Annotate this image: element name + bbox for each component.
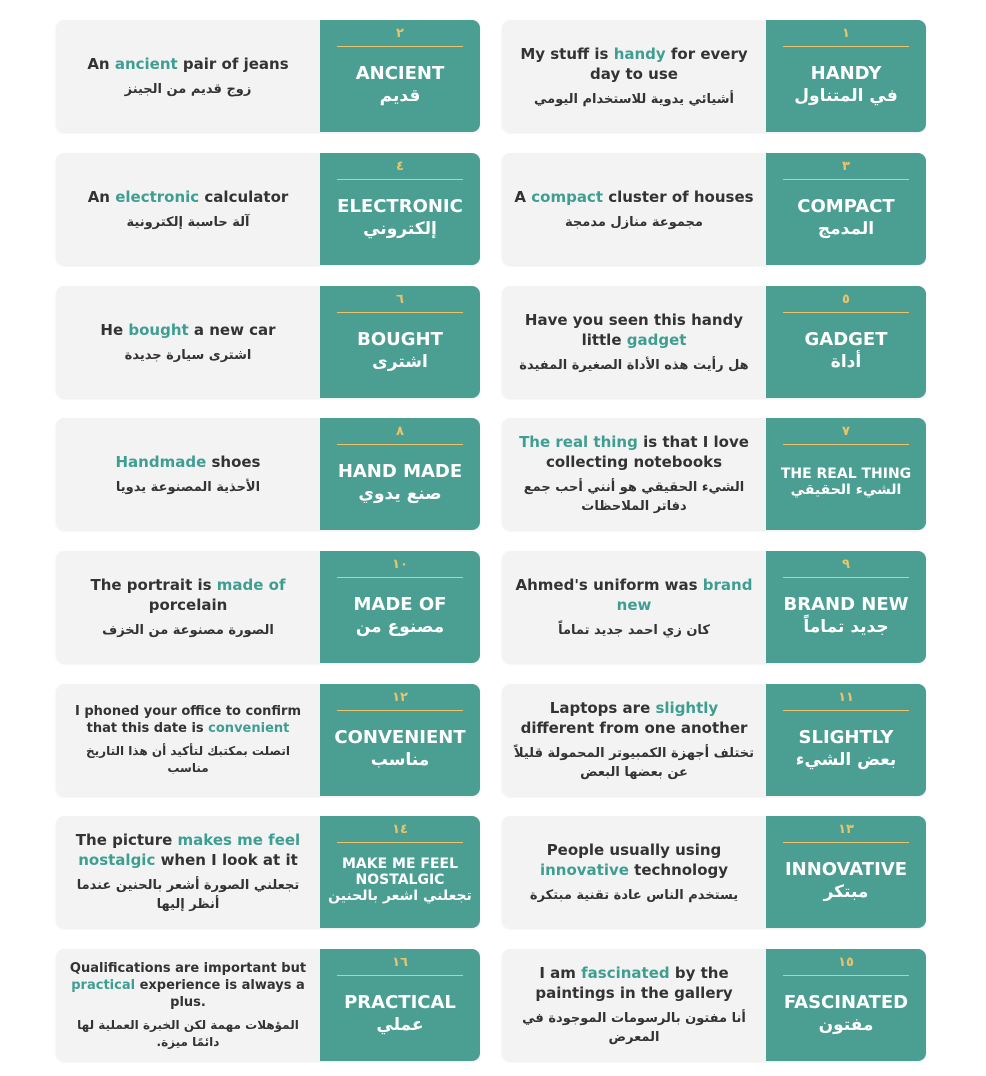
word-arabic: صنع يدوي xyxy=(358,483,442,504)
example-english xyxy=(66,830,310,870)
word-panel xyxy=(766,153,926,265)
word-panel xyxy=(320,551,480,663)
word-english: ELECTRONIC xyxy=(337,195,463,217)
example-panel xyxy=(56,20,320,132)
example-panel xyxy=(56,684,320,796)
vocab-card xyxy=(56,684,480,796)
example-highlight: slightly xyxy=(655,699,719,717)
vocab-card xyxy=(56,418,480,530)
example-english xyxy=(66,960,310,1011)
vocab-card xyxy=(56,20,480,132)
example-pre: The picture xyxy=(75,831,178,849)
card-number: ١١ xyxy=(838,690,854,705)
word-panel xyxy=(320,418,480,530)
example-panel xyxy=(502,816,766,928)
word-arabic: مناسب xyxy=(370,749,430,770)
vocab-card xyxy=(502,551,926,663)
example-pre: An xyxy=(87,54,115,73)
word-body xyxy=(338,445,462,530)
word-arabic: اشترى xyxy=(372,351,428,372)
word-english: BRAND NEW xyxy=(783,593,909,615)
example-post: technology xyxy=(628,860,729,879)
vocab-card xyxy=(502,684,926,796)
word-panel xyxy=(320,949,480,1061)
example-english xyxy=(87,54,288,74)
vocab-card xyxy=(56,949,480,1061)
example-arabic: زوج قديم من الجينز xyxy=(124,81,252,97)
example-arabic: الأحذية المصنوعة يدويا xyxy=(115,479,261,495)
word-arabic: إلكتروني xyxy=(363,218,437,239)
vocab-card xyxy=(502,949,926,1061)
card-number: ٨ xyxy=(396,424,404,439)
example-arabic: أنا مفتون بالرسومات الموجودة في المعرض xyxy=(522,1011,746,1045)
word-body xyxy=(794,47,897,132)
example-panel xyxy=(502,20,766,132)
word-body xyxy=(354,578,447,663)
example-pre: My stuff is xyxy=(520,44,614,63)
word-panel xyxy=(320,286,480,398)
vocab-card xyxy=(502,20,926,132)
example-post: calculator xyxy=(199,187,289,206)
example-pre: A xyxy=(514,187,532,206)
example-panel xyxy=(502,286,766,398)
word-english: HANDY xyxy=(810,62,882,84)
example-highlight: made of xyxy=(216,575,286,594)
example-highlight: handy xyxy=(613,44,666,63)
example-panel xyxy=(502,684,766,796)
example-arabic: المؤهلات مهمة لكن الخبرة العملية لها دائمًا ميزة. xyxy=(77,1017,299,1049)
example-arabic: اتصلت بمكتبك لتأكيد أن هذا التاريخ مناسب xyxy=(86,744,290,775)
card-number: ١٢ xyxy=(392,690,408,705)
word-arabic: مصنوع من xyxy=(355,616,445,637)
example-english xyxy=(100,320,275,340)
word-arabic: جديد تماماً xyxy=(803,616,889,637)
word-panel xyxy=(320,153,480,265)
example-highlight: electronic xyxy=(115,187,200,206)
example-english xyxy=(512,432,756,472)
example-pre: Laptops are xyxy=(549,699,656,717)
vocab-card xyxy=(502,153,926,265)
example-pre: I phoned your office to confirm that this date is xyxy=(75,704,301,736)
example-pre: Qualifications are important but xyxy=(69,960,307,976)
card-number: ١٣ xyxy=(838,822,854,837)
example-post: is that I love collecting notebooks xyxy=(545,433,749,471)
word-arabic: مفتون xyxy=(818,1014,874,1035)
card-number: ٥ xyxy=(842,292,850,307)
example-arabic: هل رأيت هذه الأداة الصغيرة المفيدة xyxy=(519,357,749,373)
word-panel xyxy=(320,816,480,928)
example-arabic: أشيائي يدوية للاستخدام اليومي xyxy=(534,91,734,107)
word-body xyxy=(357,313,443,398)
example-panel xyxy=(502,418,766,530)
word-english: MAKE ME FEEL NOSTALGIC xyxy=(341,856,459,888)
word-panel xyxy=(766,551,926,663)
word-body xyxy=(334,711,465,796)
word-arabic: مبتكر xyxy=(823,881,869,902)
word-english: HAND MADE xyxy=(337,460,463,482)
example-english xyxy=(512,310,756,350)
example-panel xyxy=(502,551,766,663)
example-english xyxy=(88,187,289,207)
word-body xyxy=(781,445,911,530)
example-arabic: يستخدم الناس عادة تقنية مبتكرة xyxy=(529,887,739,903)
word-arabic: في المتناول xyxy=(794,85,898,106)
word-english: ANCIENT xyxy=(355,62,445,84)
example-english xyxy=(115,452,260,472)
word-arabic: بعض الشيء xyxy=(795,749,897,770)
word-english: COMPACT xyxy=(797,195,895,217)
example-english xyxy=(66,575,310,615)
example-pre: Have you seen this handy little xyxy=(524,310,744,349)
vocab-card xyxy=(502,816,926,928)
example-pre: The portrait is xyxy=(90,575,217,594)
word-english: BOUGHT xyxy=(357,328,443,350)
card-number: ٦ xyxy=(396,292,404,307)
example-highlight: gadget xyxy=(626,330,687,349)
example-post: by the paintings in the gallery xyxy=(535,964,733,1002)
example-post: cluster of houses xyxy=(603,187,754,206)
word-english: THE REAL THING xyxy=(780,466,912,482)
word-panel xyxy=(766,816,926,928)
example-post: when I look at it xyxy=(155,851,298,869)
word-body xyxy=(784,976,908,1061)
example-post: shoes xyxy=(206,452,261,471)
word-body xyxy=(337,180,463,265)
example-english xyxy=(512,840,756,880)
example-arabic: مجموعة منازل مدمجة xyxy=(565,214,703,230)
word-panel xyxy=(320,20,480,132)
word-panel xyxy=(766,949,926,1061)
example-panel xyxy=(502,153,766,265)
card-number: ٣ xyxy=(842,159,850,174)
word-panel xyxy=(320,684,480,796)
word-panel xyxy=(766,418,926,530)
card-number: ٩ xyxy=(842,557,850,572)
example-arabic: كان زي احمد جديد تماماً xyxy=(558,622,710,638)
example-arabic: اشترى سيارة جديدة xyxy=(124,347,252,363)
word-body xyxy=(344,976,456,1061)
word-english: SLIGHTLY xyxy=(798,726,894,748)
example-highlight: innovative xyxy=(539,860,629,879)
example-panel xyxy=(56,418,320,530)
word-english: FASCINATED xyxy=(783,991,909,1013)
example-highlight: ancient xyxy=(114,54,178,73)
example-highlight: practical xyxy=(71,977,136,993)
example-english xyxy=(512,963,756,1003)
example-english xyxy=(512,575,756,615)
example-highlight: bought xyxy=(128,320,189,339)
word-panel xyxy=(766,286,926,398)
word-body xyxy=(796,711,897,796)
word-arabic: قديم xyxy=(379,85,421,106)
word-arabic: المدمج xyxy=(817,218,875,239)
word-panel xyxy=(766,20,926,132)
example-post: different from one another xyxy=(520,719,748,737)
vocab-card xyxy=(56,551,480,663)
example-panel xyxy=(56,551,320,663)
example-highlight: The real thing xyxy=(519,433,638,451)
card-number: ٤ xyxy=(396,159,404,174)
example-post: pair of jeans xyxy=(177,54,289,73)
example-panel xyxy=(56,816,320,928)
card-number: ١٦ xyxy=(392,955,408,970)
example-arabic: الصورة مصنوعة من الخزف xyxy=(102,622,274,638)
word-body xyxy=(785,843,907,928)
example-pre: An xyxy=(87,187,116,206)
card-number: ١ xyxy=(842,26,850,41)
example-highlight: compact xyxy=(531,187,603,206)
card-number: ١٠ xyxy=(392,557,408,572)
word-arabic: الشيء الحقيقي xyxy=(790,482,902,498)
example-post: a new car xyxy=(188,320,276,339)
card-number: ٢ xyxy=(396,26,404,41)
example-arabic: آلة حاسبة إلكترونية xyxy=(126,214,250,230)
card-number: ١٤ xyxy=(392,822,408,837)
example-english xyxy=(514,187,753,207)
example-arabic: الشيء الحقيقي هو أنني أحب جمع دفاتر الملاحظات xyxy=(523,480,745,514)
word-arabic: أداة xyxy=(830,351,862,372)
example-post: porcelain xyxy=(148,595,228,614)
word-body xyxy=(356,47,445,132)
vocab-card xyxy=(56,286,480,398)
word-english: PRACTICAL xyxy=(344,991,456,1013)
example-arabic: تجعلني الصورة أشعر بالحنين عندما أنظر إليها xyxy=(76,878,300,912)
example-arabic: تختلف أجهزة الكمبيوتر المحمولة قليلاً عن بعضها البعض xyxy=(513,746,754,780)
example-panel xyxy=(56,153,320,265)
word-body xyxy=(320,843,480,928)
card-number: ٧ xyxy=(842,424,850,439)
example-post: experience is always a plus. xyxy=(135,977,305,1010)
example-english xyxy=(512,44,756,84)
word-body xyxy=(784,578,909,663)
example-highlight: convenient xyxy=(208,721,290,736)
card-number: ١٥ xyxy=(838,955,854,970)
word-english: MADE OF xyxy=(353,593,447,615)
vocab-card xyxy=(56,816,480,928)
vocab-card xyxy=(502,418,926,530)
word-body xyxy=(805,313,888,398)
word-english: CONVENIENT xyxy=(334,726,466,748)
example-post: for every day to use xyxy=(590,44,748,83)
example-panel xyxy=(56,949,320,1061)
word-english: INNOVATIVE xyxy=(784,858,908,880)
word-panel xyxy=(766,684,926,796)
example-highlight: brand new xyxy=(616,575,753,614)
example-pre: People usually using xyxy=(546,840,722,859)
example-english xyxy=(512,698,756,738)
word-arabic: عملي xyxy=(376,1014,424,1035)
vocab-card xyxy=(56,153,480,265)
word-english: GADGET xyxy=(804,328,888,350)
example-highlight: Handmade xyxy=(115,452,207,471)
word-body xyxy=(797,180,894,265)
example-english xyxy=(66,703,310,737)
word-arabic: تجعلني اشعر بالحنين xyxy=(328,888,472,904)
example-pre: I am xyxy=(539,964,582,982)
vocab-card xyxy=(502,286,926,398)
example-pre: He xyxy=(100,320,129,339)
example-pre: Ahmed's uniform was xyxy=(515,575,703,594)
example-highlight: makes me feel nostalgic xyxy=(78,831,301,869)
example-panel xyxy=(502,949,766,1061)
example-panel xyxy=(56,286,320,398)
example-highlight: fascinated xyxy=(581,964,670,982)
